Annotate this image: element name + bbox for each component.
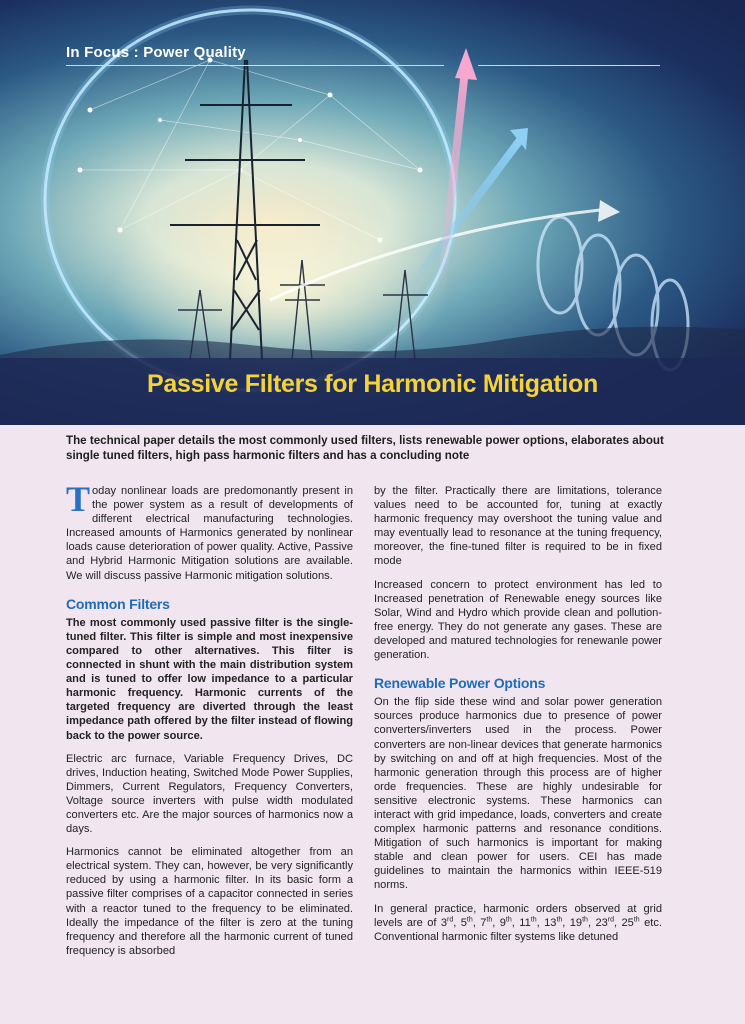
intro-text: oday nonlinear loads are predomonantly present in the power system as a result of developments of different electrical manufacturing technologies. Increased amounts of Harmonics generated by nonlinear loads cause deterioration of power quality. Active, Passive and Hybrid Harmonic Mitigation solutions are available. We will discuss passive Harmonic mitigation solutions.	[66, 485, 353, 582]
article-title: Passive Filters for Harmonic Mitigation	[147, 370, 598, 398]
drop-cap: T	[66, 479, 91, 519]
harmonic-order: 3	[440, 916, 448, 929]
orders-intro: In general practice, harmonic orders observed at grid levels are of	[374, 902, 662, 929]
paragraph-renewables: Increased concern to protect environment has led to Increased penetration of Renewable enegy sources like Solar, Wind and Hydro which provide clean and pollution-free energy. They do not generate any gases. These are developed and matured technologies for renewanle power generation.	[374, 578, 662, 662]
heading-common-filters: Common Filters	[66, 595, 170, 612]
heading-renewable-options: Renewable Power Options	[374, 675, 546, 692]
section-divider-right	[478, 65, 660, 66]
ordinal-suffix: th	[633, 915, 640, 923]
intro-paragraph	[66, 479, 353, 583]
paragraph-harmonic-orders	[374, 902, 662, 944]
harmonic-orders-list: 3rd, 5th, 7th, 9th, 11th, 13th, 19th, 23rd, 25th	[440, 915, 640, 929]
ordinal-suffix: th	[582, 915, 588, 923]
section-divider-left	[66, 65, 444, 66]
harmonic-order: 25	[621, 916, 634, 929]
paragraph-limitations: by the filter. Practically there are limitations, tolerance values need to be accounted for, tuning at exactly harmonic frequency may overshoot the tuning value and may eventually lead to resonance at the tuning frequency, moreover, the fine-tuned filter is required to be in fixed mode	[374, 485, 662, 568]
ordinal-suffix: th	[486, 915, 493, 923]
section-label: In Focus : Power Quality	[66, 44, 246, 61]
orders-outro: etc. Conventional harmonic filter systems like detuned	[374, 916, 662, 943]
paragraph-converters: On the flip side these wind and solar power generation sources produce harmonics due to presence of power converters/inverters used in the process. Power converters are non-linear devices that generate harmonics by switching on and off at high frequencies. Most of the harmonic generation through this process are of higher orde frequencies. These are highly undesirable for sensitive electronic systems. These harmonics can interact with grid impedance, loads, converters and create complex harmonic patterns and resonance conditions. Mitigation of such harmonics is important for making stable and clean power for users. CEI has made guidelines to maintain the harmonics within IEEE-519 norms.	[374, 696, 662, 892]
ordinal-suffix: th	[556, 915, 563, 923]
hero-image	[0, 0, 745, 425]
ordinal-suffix: th	[466, 915, 473, 923]
harmonic-order: 5	[460, 916, 467, 929]
left-column	[66, 479, 353, 967]
paragraph-sources: Electric arc furnace, Variable Frequency Drives, DC drives, Induction heating, Switched Mode Power Supplies, Dimmers, Current Regulators, Frequency Converters, Voltage source inverters with pulse width modulated converters etc. Are the major sources of harmonics now a days.	[66, 752, 353, 836]
ordinal-suffix: th	[505, 915, 512, 923]
ordinal-suffix: rd	[447, 915, 454, 923]
article-lead: The technical paper details the most commonly used filters, lists renewable power options, elaborates about single tuned filters, high pass harmonic filters and has a concluding note	[66, 434, 664, 462]
paragraph-filter-basics: Harmonics cannot be eliminated altogether from an electrical system. They can, however, be very significantly reduced by using a harmonic filter. In its basic form a passive filter comprises of a capacitor connected in series with a reactor tuned to the frequency to be eliminated. Ideally the impedance of the filter is zero at the tuning frequency and therefore all the harmonic current of tuned frequency is absorbed	[66, 846, 353, 957]
paragraph-single-tuned: The most commonly used passive filter is the single-tuned filter. This filter is simple and most inexpensive compared to other alternatives. This filter is connected in shunt with the main distribution system and is tuned to offer low impedance to a particular harmonic frequency. Harmonic currents of the targeted frequency are diverted through the least impedance path offered by the filter instead of flowing back to the power source.	[66, 616, 353, 742]
harmonic-order: 7	[480, 916, 487, 929]
harmonic-order: 23	[595, 916, 608, 929]
harmonic-order: 19	[569, 916, 583, 929]
ordinal-suffix: rd	[607, 915, 615, 923]
ordinal-suffix: th	[530, 915, 537, 923]
harmonic-order: 11	[519, 916, 531, 929]
harmonic-order: 9	[499, 916, 506, 929]
harmonic-order: 13	[544, 916, 557, 929]
right-column	[374, 484, 662, 953]
